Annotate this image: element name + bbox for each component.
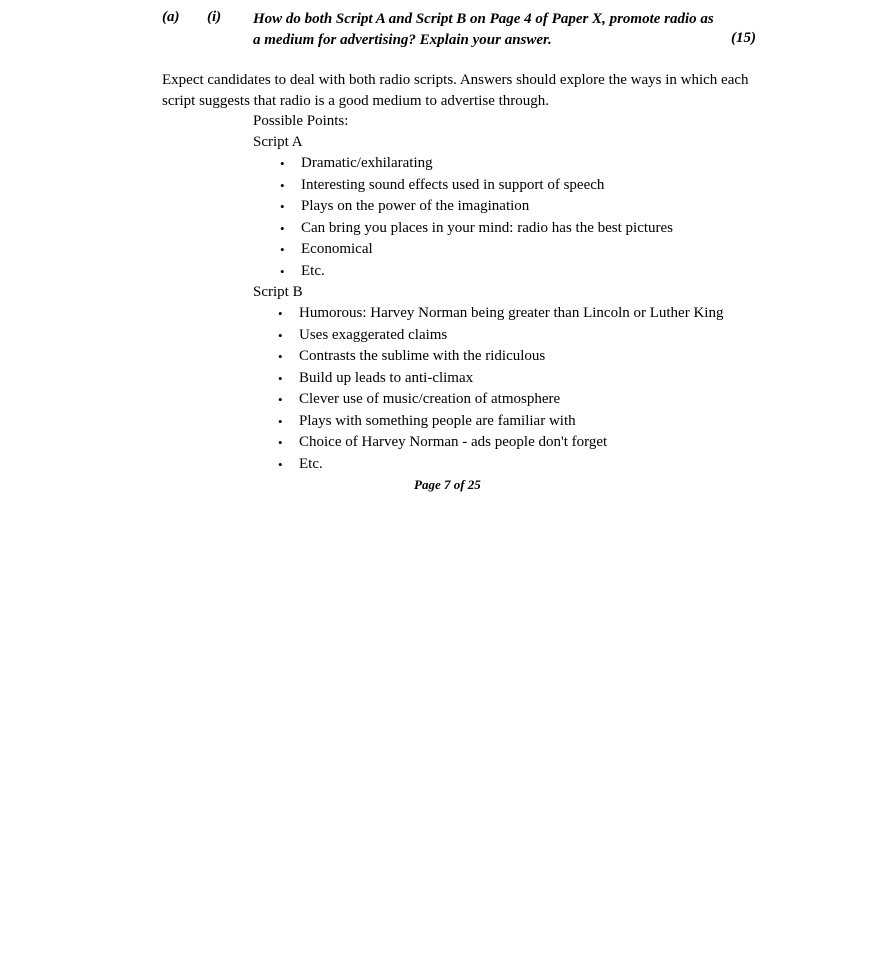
bullet-icon: • xyxy=(278,435,283,450)
script-a-point xyxy=(280,153,673,175)
script-b-point-text: Clever use of music/creation of atmosphere xyxy=(299,391,561,407)
script-a-point-text: Etc. xyxy=(301,262,325,279)
script-a-point-text: Plays on the power of the imagination xyxy=(301,198,530,214)
bullet-icon: • xyxy=(280,199,285,214)
bullet-icon: • xyxy=(280,156,285,171)
bullet-icon: • xyxy=(278,392,283,407)
script-b-point xyxy=(278,432,723,454)
script-b-point xyxy=(278,411,723,433)
bullet-icon: • xyxy=(278,370,283,386)
page-number: Page 7 of 25 xyxy=(414,477,481,492)
bullet-icon: • xyxy=(278,413,283,429)
bullet-icon: • xyxy=(278,456,283,472)
script-b-point xyxy=(278,368,723,390)
script-a-point-text: Economical xyxy=(301,241,373,257)
marking-intro: Expect candidates to deal with both radio scripts. Answers should explore the ways in which each script suggests that radio is a good medium to advertise through. xyxy=(162,72,749,109)
script-b-point-text: Build up leads to anti-climax xyxy=(299,369,474,386)
script-b-point xyxy=(278,325,723,347)
question-marks: (15) xyxy=(731,30,756,46)
bullet-icon: • xyxy=(280,263,285,279)
bullet-icon: • xyxy=(278,306,283,321)
script-b-point-text: Humorous: Harvey Norman being greater than Lincoln or Luther King xyxy=(299,305,724,321)
script-b-heading: Script B xyxy=(253,284,303,300)
script-b-point-text: Contrasts the sublime with the ridiculous xyxy=(299,348,546,364)
bullet-icon: • xyxy=(280,220,285,236)
script-b-point xyxy=(278,389,723,411)
possible-points-label: Possible Points: xyxy=(253,113,349,129)
script-b-point-text: Uses exaggerated claims xyxy=(299,326,448,343)
script-b-point-text: Plays with something people are familiar with xyxy=(299,412,576,429)
question-part-letter: (a) xyxy=(162,9,180,25)
script-a-point xyxy=(280,175,673,197)
script-a-point-text: Dramatic/exhilarating xyxy=(301,155,433,171)
question-text: How do both Script A and Script B on Page 4 of Paper X, promote radio as a medium for advertising? Explain your answer. xyxy=(253,11,714,48)
script-b-point xyxy=(278,303,724,325)
script-b-points xyxy=(278,303,724,475)
script-a-heading: Script A xyxy=(253,134,303,150)
bullet-icon: • xyxy=(280,242,285,257)
script-a-point xyxy=(280,261,673,283)
script-a-point xyxy=(280,239,673,261)
script-a-point xyxy=(280,196,673,218)
script-b-point-text: Choice of Harvey Norman - ads people don't forget xyxy=(299,434,608,450)
bullet-icon: • xyxy=(280,177,285,193)
script-a-points xyxy=(280,153,674,282)
script-a-point-text: Interesting sound effects used in support of speech xyxy=(301,176,605,193)
script-a-point xyxy=(280,218,674,240)
script-a-point-text: Can bring you places in your mind: radio has the best pictures xyxy=(301,219,674,236)
script-b-point xyxy=(278,454,723,476)
script-b-point xyxy=(278,346,723,368)
bullet-icon: • xyxy=(278,327,283,343)
bullet-icon: • xyxy=(278,349,283,364)
script-b-point-text: Etc. xyxy=(299,455,323,472)
question-part-roman: (i) xyxy=(207,9,222,25)
